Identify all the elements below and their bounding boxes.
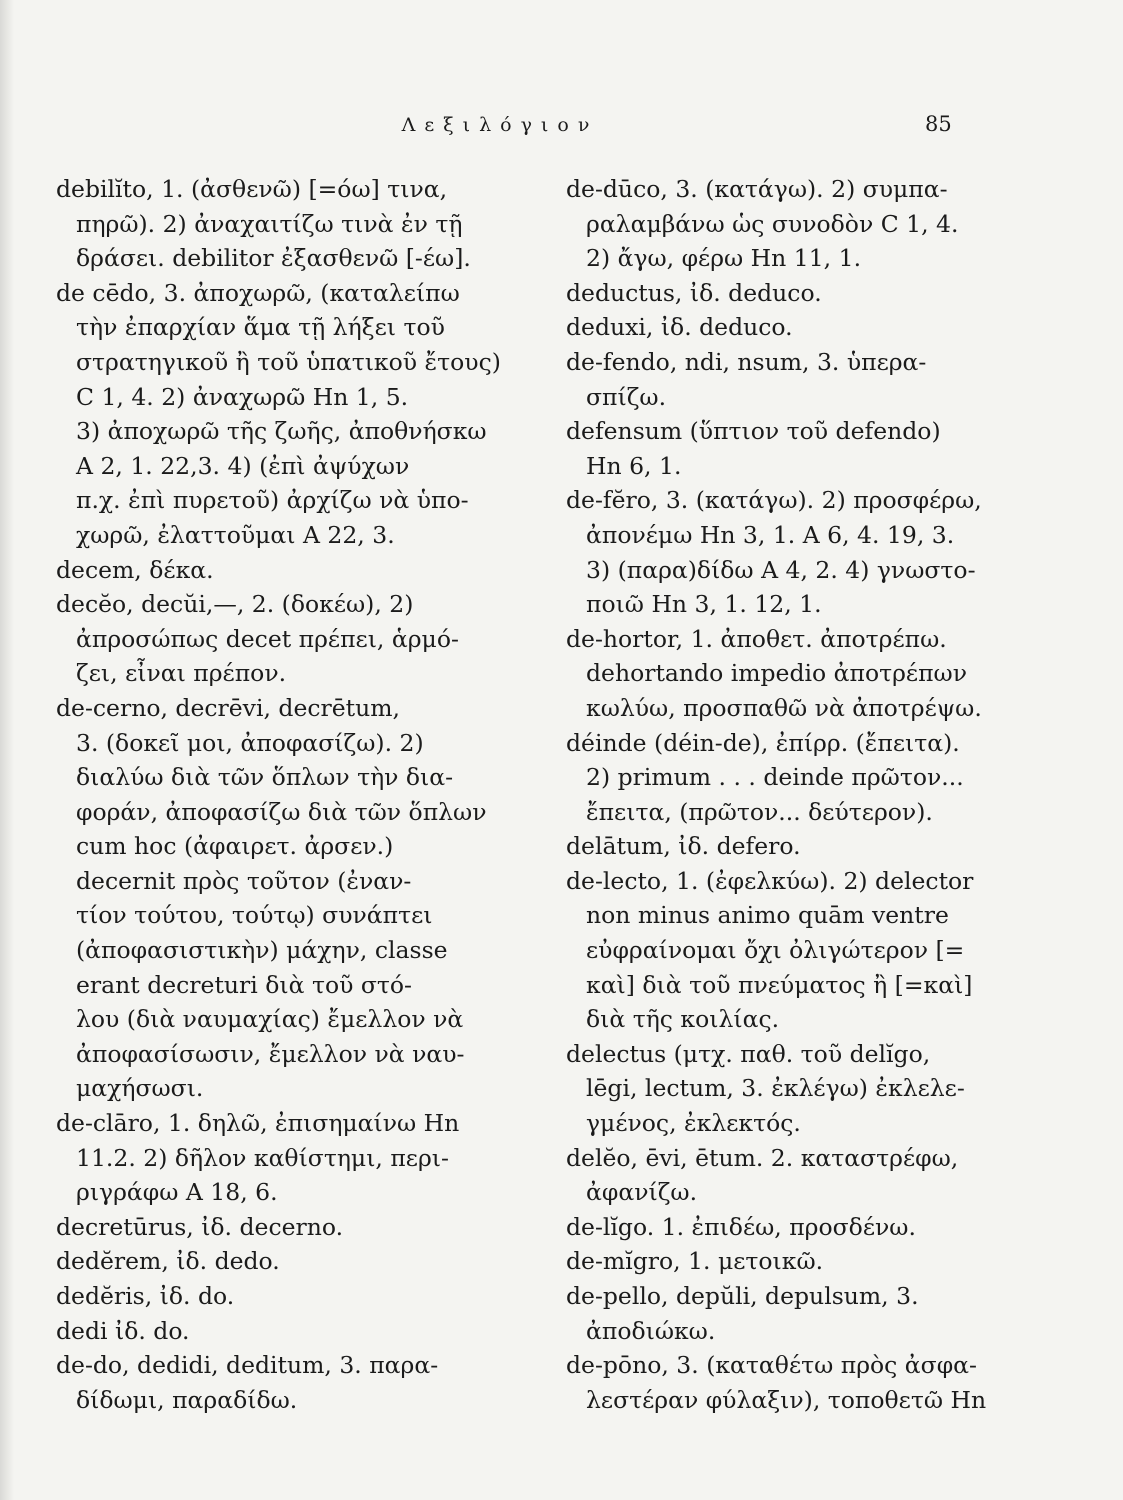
entry-continuation-line: δράσει. debilitor ἐξασθενῶ [-έω]. <box>76 244 471 273</box>
entry-continuation-line: γμένος, ἐκλεκτός. <box>586 1109 801 1138</box>
entry-headword-line: debilĭto, 1. (ἀσθενῶ) [=όω] τινα, <box>56 175 448 203</box>
entry-headword-line: de-hortor, 1. ἀποθετ. ἀποτρέπω. <box>566 624 947 653</box>
entry-continuation-line: μαχήσωσι. <box>76 1074 204 1103</box>
entry-headword-line: deduxi, ἰδ. deduco. <box>566 313 793 342</box>
entry-continuation-line: lēgi, lectum, 3. ἐκλέγω) ἐκλελε- <box>586 1074 965 1103</box>
entry-headword-line: decem, δέκα. <box>56 555 214 584</box>
entry-headword-line: decretūrus, ἰδ. decerno. <box>56 1212 344 1241</box>
entry-headword-line: de-pello, depŭli, depulsum, 3. <box>566 1282 919 1310</box>
entry-headword-line: deductus, ἰδ. deduco. <box>566 278 822 307</box>
entry-continuation-line: διὰ τῆς κοιλίας. <box>586 1005 780 1034</box>
entry-headword-line: de-clāro, 1. δηλῶ, ἐπισημαίνω Ηn <box>56 1109 460 1138</box>
entry-headword-line: delĕo, ēvi, ētum. 2. καταστρέφω, <box>566 1143 959 1172</box>
entry-continuation-line: π.χ. ἐπὶ πυρετοῦ) ἀρχίζω νὰ ὑπο- <box>76 486 469 515</box>
entry-headword-line: de-fendo, ndi, nsum, 3. ὑπερα- <box>566 347 927 376</box>
entry-continuation-line: ἀφανίζω. <box>586 1178 698 1207</box>
entry-continuation-line: 2) ἄγω, φέρω Ηn 11, 1. <box>586 244 862 273</box>
entry-continuation-line: 11.2. 2) δῆλον καθίστημι, περι- <box>76 1143 449 1172</box>
entry-continuation-line: dehortando impedio ἀποτρέπων <box>586 659 967 688</box>
right-column <box>566 172 1044 1417</box>
entry-continuation-line: πηρῶ). 2) ἀναχαιτίζω τινὰ ἐν τῇ <box>76 209 463 238</box>
entry-continuation-line: (ἀποφασιστικὴν) μάχην, classe <box>76 936 448 965</box>
entry-continuation-line: 2) primum . . . deinde πρῶτον... <box>586 763 964 792</box>
entry-headword-line: delectus (μτχ. παθ. τοῦ delĭgo, <box>566 1039 931 1068</box>
entry-continuation-line: καὶ] διὰ τοῦ πνεύματος ἢ [=καὶ] <box>586 970 973 999</box>
entry-continuation-line: φοράν, ἀποφασίζω διὰ τῶν ὅπλων <box>76 797 487 826</box>
entry-continuation-line: erant decreturi διὰ τοῦ στό- <box>76 970 412 999</box>
entry-continuation-line: εὐφραίνομαι ὄχι ὀλιγώτερον [= <box>586 936 965 965</box>
entry-continuation-line: διαλύω διὰ τῶν ὅπλων τὴν δια- <box>76 763 454 792</box>
entry-continuation-line: Ηn 6, 1. <box>586 451 682 480</box>
entry-headword-line: dedĕris, ἰδ. do. <box>56 1282 235 1310</box>
page-edge-shadow <box>0 0 14 1500</box>
entry-continuation-line: ἀποφασίσωσιν, ἔμελλον νὰ ναυ- <box>76 1039 465 1068</box>
entry-headword-line: déinde (déin-de), ἐπίρρ. (ἔπειτα). <box>566 728 960 757</box>
entry-continuation-line: C 1, 4. 2) ἀναχωρῶ Ηn 1, 5. <box>76 382 409 411</box>
entry-continuation-line: non minus animo quām ventre <box>586 901 949 930</box>
entry-headword-line: de-lĭgo. 1. ἐπιδέω, προσδένω. <box>566 1212 916 1241</box>
entry-continuation-line: ἀπονέμω Ηn 3, 1. A 6, 4. 19, 3. <box>586 520 955 549</box>
entry-continuation-line: κωλύω, προσπαθῶ νὰ ἀποτρέψω. <box>586 693 982 722</box>
entry-headword-line: delātum, ἰδ. defero. <box>566 832 801 861</box>
entry-continuation-line: χωρῶ, ἐλαττοῦμαι A 22, 3. <box>76 520 395 549</box>
entry-headword-line: dedĕrem, ἰδ. dedo. <box>56 1247 280 1276</box>
entry-continuation-line: τίον τούτου, τούτῳ) συνάπτει <box>76 901 433 930</box>
entry-continuation-line: δίδωμι, παραδίδω. <box>76 1385 298 1414</box>
entry-headword-line: de-do, dedidi, deditum, 3. παρα- <box>56 1351 439 1380</box>
running-header-title: Λεξιλόγιον <box>401 114 599 136</box>
entry-continuation-line: λεστέραν φύλαξιν), τοποθετῶ Ηn <box>586 1385 987 1414</box>
entry-continuation-line: 3. (δοκεῖ μοι, ἀποφασίζω). 2) <box>76 728 424 757</box>
entry-continuation-line: cum hoc (ἀφαιρετ. ἀρσεν.) <box>76 832 394 861</box>
entry-headword-line: defensum (ὕπτιον τοῦ defendo) <box>566 417 941 446</box>
entry-headword-line: de-fĕro, 3. (κατάγω). 2) προσφέρω, <box>566 486 982 515</box>
entry-continuation-line: 3) (παρα)δίδω A 4, 2. 4) γνωστο- <box>586 555 976 584</box>
entry-headword-line: de-mĭgro, 1. μετοικῶ. <box>566 1247 824 1276</box>
entry-continuation-line: ζει, εἶναι πρέπον. <box>76 659 287 688</box>
entry-continuation-line: λου (διὰ ναυμαχίας) ἔμελλον νὰ <box>76 1005 464 1034</box>
entry-headword-line: de cēdo, 3. ἀποχωρῶ, (καταλείπω <box>56 278 460 307</box>
entry-continuation-line: σπίζω. <box>586 382 667 411</box>
left-column <box>56 172 534 1417</box>
entry-headword-line: de-cerno, decrēvi, decrētum, <box>56 693 400 722</box>
entry-continuation-line: ραλαμβάνω ὡς συνοδὸν C 1, 4. <box>586 209 959 238</box>
entry-headword-line: de-pōno, 3. (καταθέτω πρὸς ἀσφα- <box>566 1351 977 1380</box>
entry-headword-line: dedi ἰδ. do. <box>56 1316 190 1345</box>
entry-continuation-line: ἀποδιώκω. <box>586 1316 716 1345</box>
entry-continuation-line: στρατηγικοῦ ἢ τοῦ ὑπατικοῦ ἔτους) <box>76 347 501 376</box>
page-number: 85 <box>925 112 952 136</box>
entry-continuation-line: ποιῶ Ηn 3, 1. 12, 1. <box>586 590 822 619</box>
entry-continuation-line: A 2, 1. 22,3. 4) (ἐπὶ ἀψύχων <box>76 451 410 480</box>
entry-headword-line: de-lecto, 1. (ἐφελκύω). 2) delector <box>566 866 974 895</box>
entry-headword-line: decĕo, decŭi,—, 2. (δοκέω), 2) <box>56 590 414 619</box>
entry-continuation-line: ριγράφω A 18, 6. <box>76 1178 278 1207</box>
entry-continuation-line: τὴν ἐπαρχίαν ἅμα τῇ λήξει τοῦ <box>76 313 445 342</box>
entry-continuation-line: ἔπειτα, (πρῶτον... δεύτερον). <box>586 797 933 826</box>
entry-continuation-line: ἀπροσώπως decet πρέπει, ἁρμό- <box>76 624 459 653</box>
entry-continuation-line: 3) ἀποχωρῶ τῆς ζωῆς, ἀποθνήσκω <box>76 417 487 446</box>
entry-headword-line: de-dūco, 3. (κατάγω). 2) συμπα- <box>566 175 948 203</box>
entry-continuation-line: decernit πρὸς τοῦτον (ἐναν- <box>76 866 412 895</box>
